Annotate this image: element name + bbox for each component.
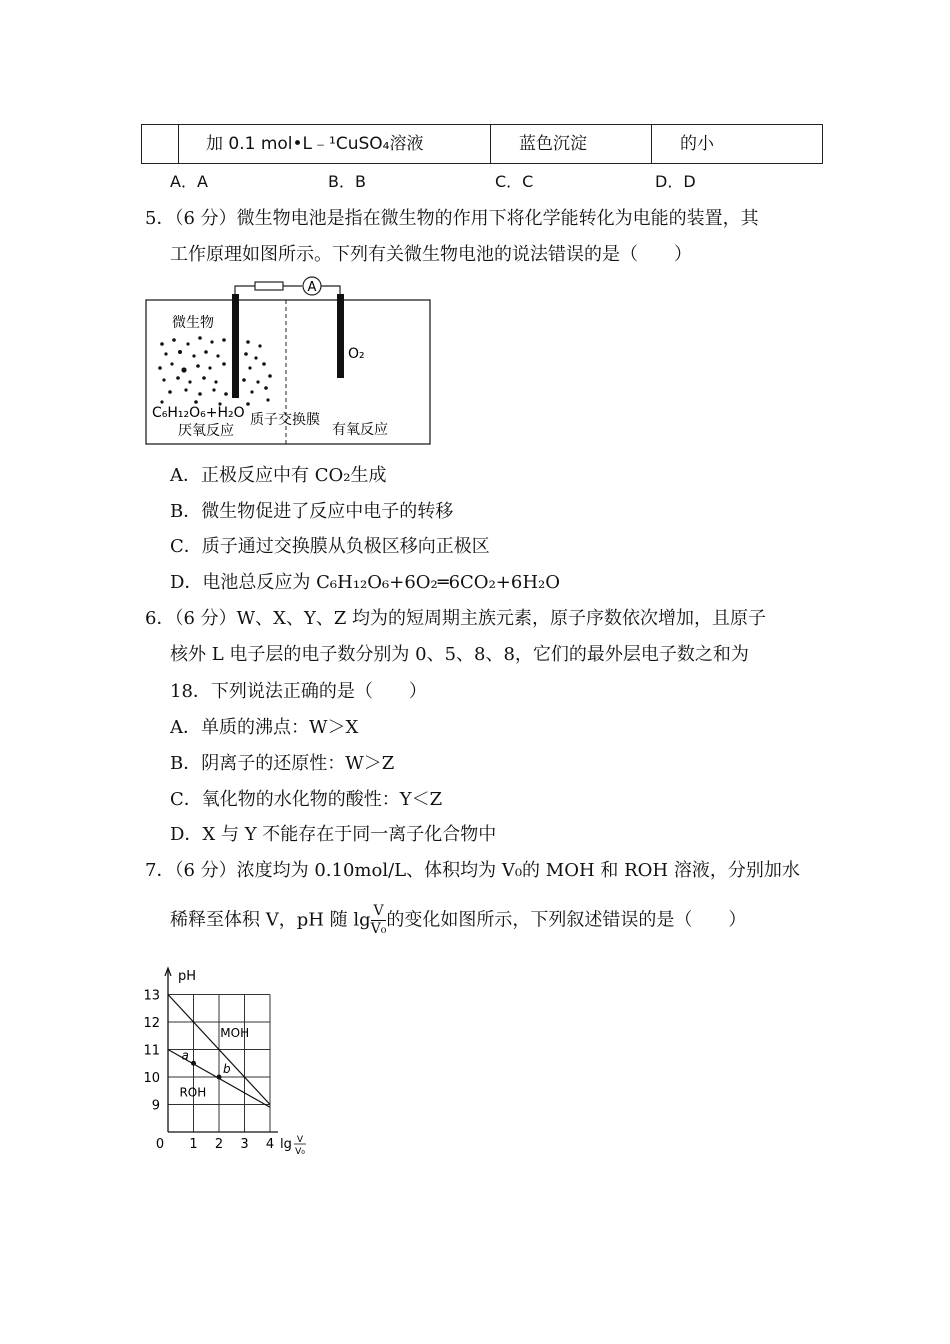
aerobic-label: 有氧反应 bbox=[332, 422, 388, 438]
microbe-label: 微生物 bbox=[172, 315, 214, 331]
series-label-roh: ROH bbox=[179, 1085, 207, 1100]
chart-grid bbox=[168, 995, 270, 1133]
q6-stem-line2: 核外 L 电子层的电子数分别为 0、5、8、8，它们的最外层电子数之和为 bbox=[170, 644, 749, 665]
q5-option-b: B．微生物促进了反应中电子的转移 bbox=[170, 501, 454, 522]
x-tick-label: 3 bbox=[240, 1137, 249, 1152]
q5-option-a: A．正极反应中有 CO₂生成 bbox=[170, 465, 387, 486]
wire-left bbox=[235, 286, 255, 294]
data-point-a bbox=[191, 1061, 196, 1066]
q4-option-a: A．A bbox=[170, 172, 208, 191]
cell-phenomenon: 蓝色沉淀 bbox=[519, 134, 587, 154]
y-tick-label: 13 bbox=[143, 988, 160, 1004]
chart-labels bbox=[178, 969, 306, 1157]
q6-option-b: B．阴离子的还原性：W＞Z bbox=[170, 753, 395, 774]
q4-option-d: D．D bbox=[655, 172, 696, 191]
table-divider bbox=[651, 125, 652, 163]
q5-stem-line1: 5．（6 分）微生物电池是指在微生物的作用下将化学能转化为电能的装置，其 bbox=[145, 208, 759, 229]
q6-option-c: C．氧化物的水化物的酸性：Y＜Z bbox=[170, 789, 443, 810]
q4-option-c: C．C bbox=[495, 172, 534, 191]
table-divider bbox=[178, 125, 179, 163]
anode-electrode bbox=[232, 294, 239, 398]
x-tick-label: 0 bbox=[155, 1137, 165, 1152]
cathode-electrode bbox=[337, 294, 344, 378]
ammeter-label: A bbox=[307, 280, 317, 295]
q5-option-c: C．质子通过交换膜从负极区移向正极区 bbox=[170, 536, 490, 557]
y-tick-label: 11 bbox=[143, 1043, 160, 1059]
chart-ticks bbox=[143, 989, 274, 1153]
resistor bbox=[255, 282, 283, 290]
answer-table-row bbox=[141, 124, 823, 164]
oxygen-label: O₂ bbox=[348, 346, 365, 362]
q7-stem-line1: 7．（6 分）浓度均为 0.10mol/L、体积均为 V₀的 MOH 和 ROH 溶液，分别加水 bbox=[145, 860, 800, 881]
x-axis-label-den: V₀ bbox=[295, 1147, 305, 1157]
q5-option-d: D．电池总反应为 C₆H₁₂O₆+6O₂═6CO₂+6H₂O bbox=[170, 572, 560, 593]
q6-stem-line1: 6．（6 分）W、X、Y、Z 均为的短周期主族元素，原子序数依次增加，且原子 bbox=[145, 608, 767, 629]
reactant-label: C₆H₁₂O₆+H₂O bbox=[152, 405, 245, 421]
lg-fraction: $\frac{V}{\text{V₀}}$ bbox=[370, 903, 387, 937]
point-label-a: a bbox=[181, 1048, 189, 1063]
cell-operation: 加 0.1 mol•L﹣¹CuSO₄溶液 bbox=[206, 134, 424, 154]
x-tick-label: 4 bbox=[265, 1137, 275, 1152]
q5-stem-line2: 工作原理如图所示。下列有关微生物电池的说法错误的是（ ） bbox=[170, 244, 692, 265]
x-axis-label: lg bbox=[280, 1137, 292, 1152]
x-axis-label-num: V bbox=[296, 1135, 304, 1145]
q6-stem-line3: 18．下列说法正确的是（ ） bbox=[170, 681, 427, 702]
y-tick-label: 12 bbox=[143, 1016, 160, 1031]
x-tick-label: 2 bbox=[214, 1137, 224, 1152]
microbe-dots bbox=[158, 336, 272, 406]
microbial-cell-figure bbox=[140, 272, 440, 450]
x-tick-label: 1 bbox=[189, 1137, 198, 1152]
anaerobic-label: 厌氧反应 bbox=[178, 423, 234, 439]
data-point-b bbox=[217, 1075, 222, 1080]
membrane-label: 质子交换膜 bbox=[250, 412, 320, 428]
cell-conclusion: 的小 bbox=[680, 134, 714, 154]
table-divider bbox=[490, 125, 491, 163]
q7-stem-line2: 稀释至体积 V，pH 随 lg $\frac{V}{\text{V₀}}$ 的变化如图所示，下列叙述错误的是（ ） bbox=[170, 903, 747, 937]
series-label-moh: MOH bbox=[220, 1026, 250, 1041]
q4-option-b: B．B bbox=[328, 172, 366, 191]
q6-option-d: D．X 与 Y 不能存在于同一离子化合物中 bbox=[170, 824, 497, 845]
point-label-b: b bbox=[223, 1062, 231, 1076]
wire-right bbox=[321, 286, 340, 294]
ph-dilution-chart bbox=[140, 962, 330, 1166]
y-tick-label: 10 bbox=[143, 1071, 160, 1086]
y-axis-label: pH bbox=[178, 969, 197, 984]
y-tick-label: 9 bbox=[151, 1098, 160, 1114]
q6-option-a: A．单质的沸点：W＞X bbox=[170, 717, 359, 738]
